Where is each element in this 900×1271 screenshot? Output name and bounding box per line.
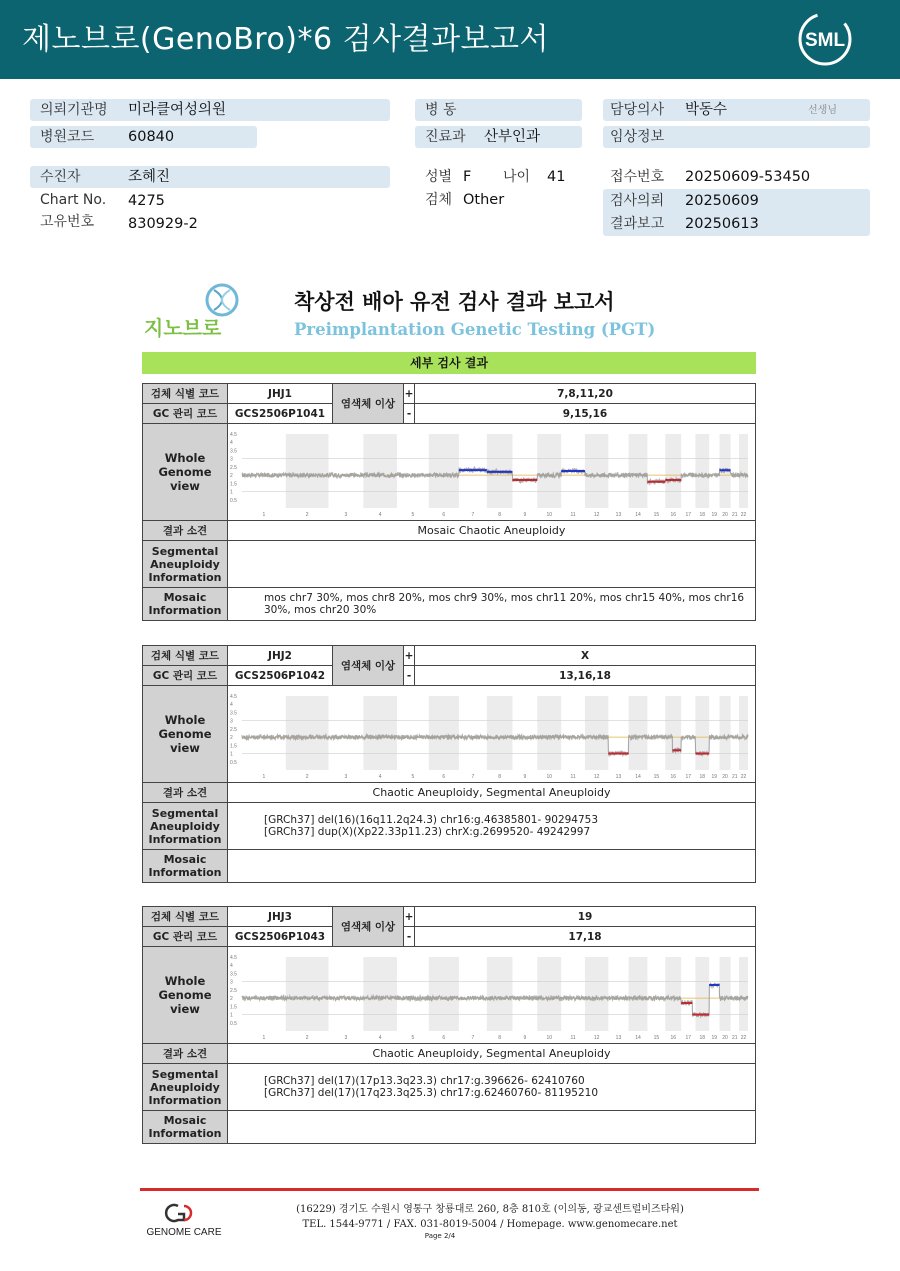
y-tick-label: 1 (230, 751, 233, 758)
chromosome-band (537, 957, 561, 1031)
x-tick-label: 12 (593, 512, 600, 518)
whole-genome-chart-cell (228, 947, 756, 1044)
x-tick-label: 1 (262, 1035, 266, 1041)
chromosome-band (695, 696, 709, 770)
segmental-line: [GRCh37] del(17)(17p13.3q23.3) chr17:g.396626- 62410760 (264, 1075, 585, 1087)
segmental-label-line: Aneuploidy (150, 1080, 220, 1094)
x-tick-label: 12 (593, 774, 600, 780)
x-tick-label: 16 (670, 512, 677, 518)
mosaic-label-line: Mosaic (163, 853, 207, 866)
age-value: 41 (547, 169, 566, 185)
institution-label: 의뢰기관명 (40, 102, 108, 118)
request-value: 20250609 (685, 193, 759, 209)
segmental-label (143, 803, 228, 850)
x-tick-label: 1 (262, 512, 266, 518)
chromosome-band (665, 957, 681, 1031)
sample-header-table (142, 645, 756, 686)
chromosome-band (429, 696, 459, 770)
mosaic-line: 30%, mos chr20 30% (264, 604, 377, 616)
whole-genome-label (143, 686, 228, 783)
x-tick-label: 5 (411, 774, 415, 780)
ward-label: 병 동 (425, 102, 457, 118)
x-tick-label: 12 (593, 1035, 600, 1041)
result-value: Chaotic Aneuploidy, Segmental Aneuploidy (228, 1044, 756, 1064)
segmental-label-line: Aneuploidy (150, 557, 220, 571)
whole-genome-label-line: Genome (158, 727, 212, 741)
report-title: 착상전 배아 유전 검사 결과 보고서 (294, 290, 615, 314)
chromosome-band (286, 434, 329, 508)
sex-label: 성별 (425, 169, 453, 185)
chromosome-band (739, 957, 748, 1031)
x-tick-label: 15 (653, 512, 660, 518)
x-tick-label: 10 (546, 774, 553, 780)
chromosome-band (585, 434, 608, 508)
loss-chromosomes: 17,18 (415, 927, 756, 947)
y-tick-label: 3 (230, 456, 233, 463)
whole-genome-label-line: Whole (164, 974, 206, 988)
segmental-value (228, 1064, 756, 1111)
sample-table (142, 645, 756, 883)
y-tick-label: 4.5 (230, 955, 237, 961)
svg-text:GENOME CARE: GENOME CARE (146, 1227, 222, 1238)
contact-line: TEL. 1544-9771 / FAX. 031-8019-5004 / Homepage. www.genomecare.net (302, 1219, 678, 1230)
y-tick-label: 2.5 (230, 987, 237, 994)
page-number: Page 2/4 (424, 1232, 456, 1240)
hospital-code-label: 병원코드 (40, 129, 95, 145)
gain-chromosomes: X (415, 646, 756, 666)
whole-genome-chart-cell (228, 424, 756, 521)
whole-genome-label-line: view (170, 741, 200, 755)
whole-genome-label-line: view (170, 479, 200, 493)
loss-sign: - (404, 404, 415, 424)
x-tick-label: 18 (699, 1035, 706, 1041)
x-tick-label: 15 (653, 774, 660, 780)
x-tick-label: 20 (722, 774, 728, 780)
chromosome-band (487, 957, 513, 1031)
chromosome-band (537, 696, 561, 770)
gain-chromosomes: 19 (415, 907, 756, 927)
mosaic-value (228, 850, 756, 883)
chromosome-band (487, 696, 513, 770)
x-tick-label: 2 (305, 1035, 309, 1041)
y-tick-label: 4 (230, 440, 233, 447)
chromosome-band (537, 434, 561, 508)
x-tick-label: 20 (722, 1035, 728, 1041)
x-tick-label: 1 (262, 774, 266, 780)
doctor-value: 박동수 (685, 102, 728, 118)
gain-sign: + (404, 907, 415, 927)
x-tick-label: 13 (615, 1035, 622, 1041)
segmental-label (143, 541, 228, 588)
x-tick-label: 4 (378, 512, 382, 518)
sample-header-table (142, 906, 756, 947)
segmental-value (228, 803, 756, 850)
segmental-label-line: Information (148, 1093, 222, 1107)
x-tick-label: 3 (344, 512, 348, 518)
segmental-label (143, 1064, 228, 1111)
x-tick-label: 10 (546, 512, 553, 518)
whole-genome-chart-cell (228, 686, 756, 783)
report-subtitle: Preimplantation Genetic Testing (PGT) (294, 320, 656, 339)
whole-genome-label-line: view (170, 1002, 200, 1016)
x-tick-label: 5 (411, 1035, 415, 1041)
mosaic-line: mos chr7 30%, mos chr8 20%, mos chr9 30%, mos chr11 20%, mos chr15 40%, mos chr16 (264, 592, 745, 604)
result-label: 결과 소견 (143, 783, 228, 803)
whole-genome-label (143, 424, 228, 521)
x-tick-label: 14 (635, 774, 641, 780)
hospital-code-value: 60840 (128, 129, 175, 145)
mosaic-label (143, 588, 228, 621)
x-tick-label: 16 (670, 1035, 677, 1041)
whole-genome-chart (228, 424, 756, 520)
y-tick-label: 2.5 (230, 726, 237, 733)
x-tick-label: 3 (344, 774, 348, 780)
footer-address (260, 1202, 720, 1232)
sample-result-table (142, 423, 756, 621)
chart-no-value: 4275 (128, 193, 165, 209)
report-label: 결과보고 (610, 216, 665, 232)
info-bar-patient (30, 166, 390, 188)
y-tick-label: 1.5 (230, 1004, 237, 1011)
doctor-suffix: 선생님 (808, 105, 837, 116)
chromosome-band (739, 434, 748, 508)
chromosome-band (629, 957, 648, 1031)
age-label: 나이 (503, 169, 531, 185)
segmental-label-line: Segmental (151, 806, 219, 820)
x-tick-label: 21 (732, 1035, 738, 1041)
chromosome-band (739, 696, 748, 770)
address-line: (16229) 경기도 수원시 영통구 창룡대로 260, 8층 810호 (이의동, 광교센트럴비즈타워) (296, 1204, 684, 1215)
section-title: 세부 검사 결과 (142, 352, 756, 374)
x-tick-label: 7 (471, 774, 475, 780)
chromosome-band (585, 696, 608, 770)
patient-name: 조혜진 (128, 169, 171, 185)
segmental-line: [GRCh37] del(17)(17q23.3q25.3) chr17:g.62460760- 81195210 (264, 1087, 599, 1099)
y-tick-label: 4.5 (230, 432, 237, 438)
y-tick-label: 1.5 (230, 743, 237, 750)
x-tick-label: 11 (570, 512, 576, 518)
chromosome-band (695, 957, 709, 1031)
sample-header-table (142, 383, 756, 424)
report-value: 20250613 (685, 216, 759, 232)
request-label: 검사의뢰 (610, 193, 665, 209)
whole-genome-label-line: Whole (164, 451, 206, 465)
clinical-label: 임상정보 (610, 129, 665, 145)
x-tick-label: 6 (442, 774, 446, 780)
x-tick-label: 10 (546, 1035, 553, 1041)
specimen-code-label: 검체 식별 코드 (143, 384, 228, 404)
segmental-line: [GRCh37] del(16)(16q11.2q24.3) chr16:g.46385801- 90294753 (264, 814, 599, 826)
x-tick-label: 15 (653, 1035, 660, 1041)
gain-sign: + (404, 646, 415, 666)
sml-logo (795, 12, 855, 66)
x-tick-label: 13 (615, 512, 622, 518)
chrom-abnormality-label: 염색체 이상 (333, 907, 404, 947)
x-tick-label: 13 (615, 774, 622, 780)
mosaic-label (143, 850, 228, 883)
chromosome-band (286, 696, 329, 770)
x-tick-label: 7 (471, 512, 475, 518)
x-tick-label: 20 (722, 512, 728, 518)
y-tick-label: 2.5 (230, 464, 237, 471)
specimen-code-label: 검체 식별 코드 (143, 646, 228, 666)
x-tick-label: 9 (523, 512, 527, 518)
chromosome-band (720, 696, 731, 770)
whole-genome-chart (228, 947, 756, 1043)
y-tick-label: 1 (230, 1012, 233, 1019)
result-value: Mosaic Chaotic Aneuploidy (228, 521, 756, 541)
receipt-label: 접수번호 (610, 169, 665, 185)
whole-genome-chart (228, 686, 756, 782)
mosaic-label-line: Information (148, 866, 222, 879)
chrom-abnormality-label: 염색체 이상 (333, 646, 404, 686)
x-tick-label: 3 (344, 1035, 348, 1041)
whole-genome-label-line: Genome (158, 465, 212, 479)
gain-chromosomes: 7,8,11,20 (415, 384, 756, 404)
x-tick-label: 18 (699, 512, 706, 518)
x-tick-label: 6 (442, 512, 446, 518)
segmental-value (228, 541, 756, 588)
mosaic-label-line: Mosaic (163, 1114, 207, 1127)
chromosome-band (629, 696, 648, 770)
sample-result-table (142, 685, 756, 883)
patient-label: 수진자 (40, 169, 81, 185)
x-tick-label: 11 (570, 774, 576, 780)
svg-text:SML: SML (804, 30, 846, 51)
y-tick-label: 3 (230, 979, 233, 986)
specimen-code-value: JHJ3 (228, 907, 333, 927)
y-tick-label: 3 (230, 718, 233, 725)
gc-code-value: GCS2506P1042 (228, 666, 333, 686)
gc-code-label: GC 관리 코드 (143, 666, 228, 686)
sample-result-table (142, 946, 756, 1144)
svg-text:지노브로: 지노브로 (144, 316, 222, 340)
y-tick-label: 4 (230, 702, 233, 709)
x-tick-label: 19 (711, 512, 718, 518)
segmental-label-line: Information (148, 570, 222, 584)
loss-sign: - (404, 666, 415, 686)
receipt-value: 20250609-53450 (685, 169, 811, 185)
y-tick-label: 4.5 (230, 694, 237, 700)
whole-genome-label-line: Whole (164, 713, 206, 727)
sex-value: F (463, 169, 472, 185)
gc-code-label: GC 관리 코드 (143, 927, 228, 947)
x-tick-label: 8 (498, 512, 502, 518)
y-tick-label: 2 (230, 996, 233, 1003)
x-tick-label: 17 (685, 1035, 692, 1041)
x-tick-label: 8 (498, 774, 502, 780)
x-tick-label: 18 (699, 774, 706, 780)
dept-label: 진료과 (425, 129, 466, 145)
result-label: 결과 소견 (143, 1044, 228, 1064)
x-tick-label: 8 (498, 1035, 502, 1041)
mosaic-value (228, 588, 756, 621)
loss-sign: - (404, 927, 415, 947)
specimen-code-value: JHJ2 (228, 646, 333, 666)
institution-value: 미라클여성의원 (128, 102, 227, 118)
chromosome-band (363, 696, 397, 770)
chromosome-band (429, 957, 459, 1031)
x-tick-label: 4 (378, 774, 382, 780)
segmental-label-line: Segmental (151, 544, 219, 558)
x-tick-label: 14 (635, 1035, 641, 1041)
footer-divider (140, 1188, 759, 1191)
y-tick-label: 3.5 (230, 971, 237, 978)
x-tick-label: 6 (442, 1035, 446, 1041)
y-tick-label: 0.5 (230, 759, 237, 766)
y-tick-label: 4 (230, 963, 233, 970)
x-tick-label: 19 (711, 774, 718, 780)
x-tick-label: 2 (305, 774, 309, 780)
chromosome-band (363, 434, 397, 508)
x-tick-label: 5 (411, 512, 415, 518)
chromosome-band (585, 957, 608, 1031)
x-tick-label: 7 (471, 1035, 475, 1041)
whole-genome-label-line: Genome (158, 988, 212, 1002)
chromosome-band (629, 434, 648, 508)
y-tick-label: 3.5 (230, 710, 237, 717)
x-tick-label: 16 (670, 774, 677, 780)
doctor-label: 담당의사 (610, 102, 665, 118)
dept-value: 산부인과 (484, 129, 541, 145)
loss-chromosomes: 9,15,16 (415, 404, 756, 424)
x-tick-label: 4 (378, 1035, 382, 1041)
whole-genome-label (143, 947, 228, 1044)
gc-code-value: GCS2506P1043 (228, 927, 333, 947)
result-label: 결과 소견 (143, 521, 228, 541)
gc-code-value: GCS2506P1041 (228, 404, 333, 424)
sample-table (142, 906, 756, 1144)
segmental-label-line: Aneuploidy (150, 819, 220, 833)
chromosome-band (665, 696, 681, 770)
chromosome-band (695, 434, 709, 508)
x-tick-label: 21 (732, 512, 738, 518)
specimen-code-label: 검체 식별 코드 (143, 907, 228, 927)
x-tick-label: 2 (305, 512, 309, 518)
mosaic-label-line: Mosaic (163, 591, 207, 604)
x-tick-label: 22 (740, 774, 747, 780)
genome-care-logo (138, 1198, 230, 1238)
x-tick-label: 11 (570, 1035, 576, 1041)
x-tick-label: 22 (740, 1035, 747, 1041)
y-tick-label: 1.5 (230, 481, 237, 488)
x-tick-label: 19 (711, 1035, 718, 1041)
x-tick-label: 14 (635, 512, 641, 518)
mosaic-label (143, 1111, 228, 1144)
y-tick-label: 3.5 (230, 448, 237, 455)
chrom-abnormality-label: 염색체 이상 (333, 384, 404, 424)
x-tick-label: 17 (685, 774, 692, 780)
chromosome-band (286, 957, 329, 1031)
y-tick-label: 2 (230, 473, 233, 480)
mosaic-label-line: Information (148, 604, 222, 617)
page-title: 제노브로(GenoBro)*6 검사결과보고서 (22, 22, 549, 57)
x-tick-label: 17 (685, 512, 692, 518)
id-label: 고유번호 (40, 214, 95, 230)
gain-sign: + (404, 384, 415, 404)
y-tick-label: 0.5 (230, 1020, 237, 1027)
chromosome-band (665, 434, 681, 508)
y-tick-label: 1 (230, 489, 233, 496)
specimen-code-value: JHJ1 (228, 384, 333, 404)
x-tick-label: 9 (523, 774, 527, 780)
segmental-label-line: Information (148, 832, 222, 846)
y-tick-label: 0.5 (230, 497, 237, 504)
genobro-logo (142, 280, 257, 342)
x-tick-label: 9 (523, 1035, 527, 1041)
x-tick-label: 22 (740, 512, 747, 518)
specimen-label: 검체 (425, 192, 453, 208)
loss-chromosomes: 13,16,18 (415, 666, 756, 686)
x-tick-label: 21 (732, 774, 738, 780)
gc-code-label: GC 관리 코드 (143, 404, 228, 424)
mosaic-value (228, 1111, 756, 1144)
segmental-label-line: Segmental (151, 1067, 219, 1081)
chromosome-band (429, 434, 459, 508)
chromosome-band (720, 957, 731, 1031)
mosaic-label-line: Information (148, 1127, 222, 1140)
specimen-value: Other (463, 192, 505, 208)
sample-table (142, 383, 756, 621)
id-value: 830929-2 (128, 216, 198, 232)
y-tick-label: 2 (230, 735, 233, 742)
chart-no-label: Chart No. (40, 192, 107, 208)
chromosome-band (363, 957, 397, 1031)
segmental-line: [GRCh37] dup(X)(Xp22.33p11.23) chrX:g.2699520- 49242997 (264, 826, 591, 838)
result-value: Chaotic Aneuploidy, Segmental Aneuploidy (228, 783, 756, 803)
